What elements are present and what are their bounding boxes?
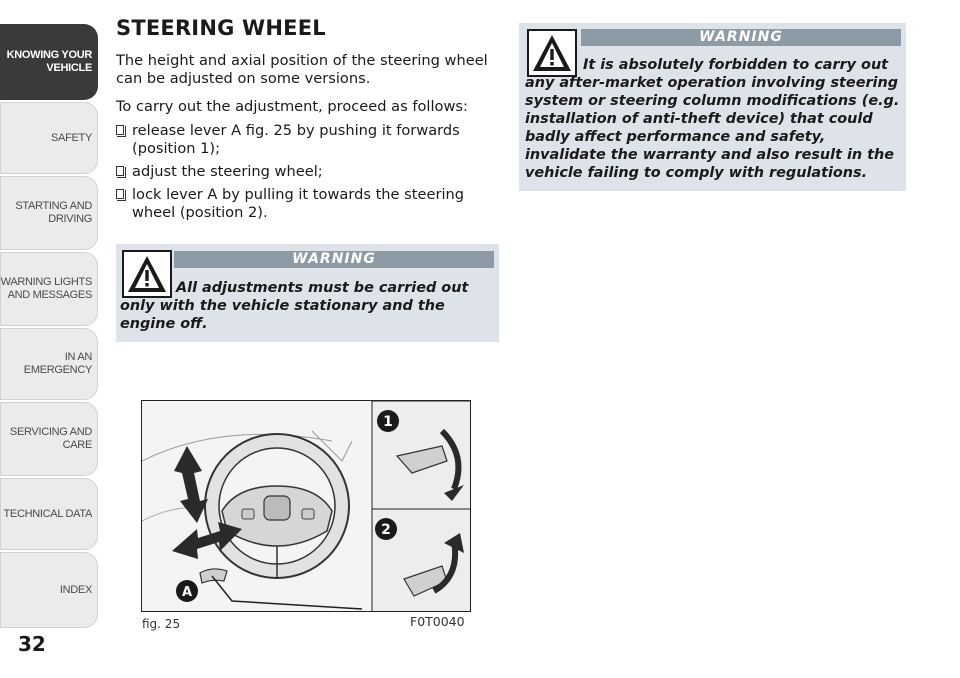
tab-warning-lights[interactable]: [0, 252, 98, 326]
step-text: adjust the steering wheel;: [132, 163, 323, 180]
list-item: [116, 163, 500, 181]
steering-wheel-section: [116, 16, 500, 227]
steering-wheel-illustration: [142, 401, 471, 612]
warning-header: WARNING: [581, 29, 901, 46]
checkbox-bullet-icon: [116, 166, 124, 176]
tab-starting-and-driving[interactable]: [0, 176, 98, 250]
tab-in-an-emergency[interactable]: [0, 328, 98, 400]
tab-label: SAFETY: [51, 131, 92, 144]
checkbox-bullet-icon: [116, 189, 124, 199]
tab-knowing-your-vehicle[interactable]: [0, 24, 98, 100]
step-text: lock lever A by pulling it towards the steering wheel (position 2).: [132, 186, 465, 221]
tab-label: IN AN EMERGENCY: [23, 351, 92, 376]
warning-header: WARNING: [174, 251, 494, 268]
warning-text: All adjustments must be carried out only with the vehicle stationary and the engine off.: [120, 280, 469, 332]
list-item: [116, 186, 500, 222]
checkbox-bullet-icon: [116, 125, 124, 135]
warning-text: It is absolutely forbidden to carry out any after-market operation involving steering system or steering column modifications (e.g. installation of anti-theft device) that could badly affect performance and safety, invalidate the warranty and also result in the vehicle failing to comply with regulations.: [525, 57, 900, 181]
tab-label: WARNING LIGHTS AND MESSAGES: [0, 276, 92, 301]
tab-label: INDEX: [59, 583, 92, 596]
procedure-paragraph: To carry out the adjustment, proceed as follows:: [116, 98, 468, 115]
tab-index[interactable]: [0, 552, 98, 628]
section-title: STEERING WHEEL: [116, 16, 326, 40]
callout-1-label: 1: [383, 414, 393, 430]
intro-paragraph: The height and axial position of the steering wheel can be adjusted on some versions.: [116, 52, 488, 87]
steps-list: [116, 122, 500, 222]
figure-steering-adjustment: [141, 400, 471, 612]
list-item: [116, 122, 500, 158]
warning-box-modifications: [519, 23, 906, 191]
callout-2-label: 2: [381, 522, 391, 538]
tab-label: KNOWING YOUR VEHICLE: [6, 49, 92, 74]
page-number: 32: [18, 632, 46, 656]
step-text: release lever A fig. 25 by pushing it forwards (position 1);: [132, 122, 460, 157]
tab-label: TECHNICAL DATA: [3, 507, 92, 520]
tab-safety[interactable]: [0, 102, 98, 174]
tab-technical-data[interactable]: [0, 478, 98, 550]
tab-label: SERVICING AND CARE: [9, 426, 92, 451]
tab-servicing-and-care[interactable]: [0, 402, 98, 476]
callout-a-label: A: [181, 585, 193, 600]
warning-box-adjustments: [116, 244, 499, 342]
figure-caption: fig. 25: [142, 617, 181, 631]
tab-label: STARTING AND DRIVING: [15, 200, 92, 225]
figure-code: F0T0040: [410, 614, 465, 629]
